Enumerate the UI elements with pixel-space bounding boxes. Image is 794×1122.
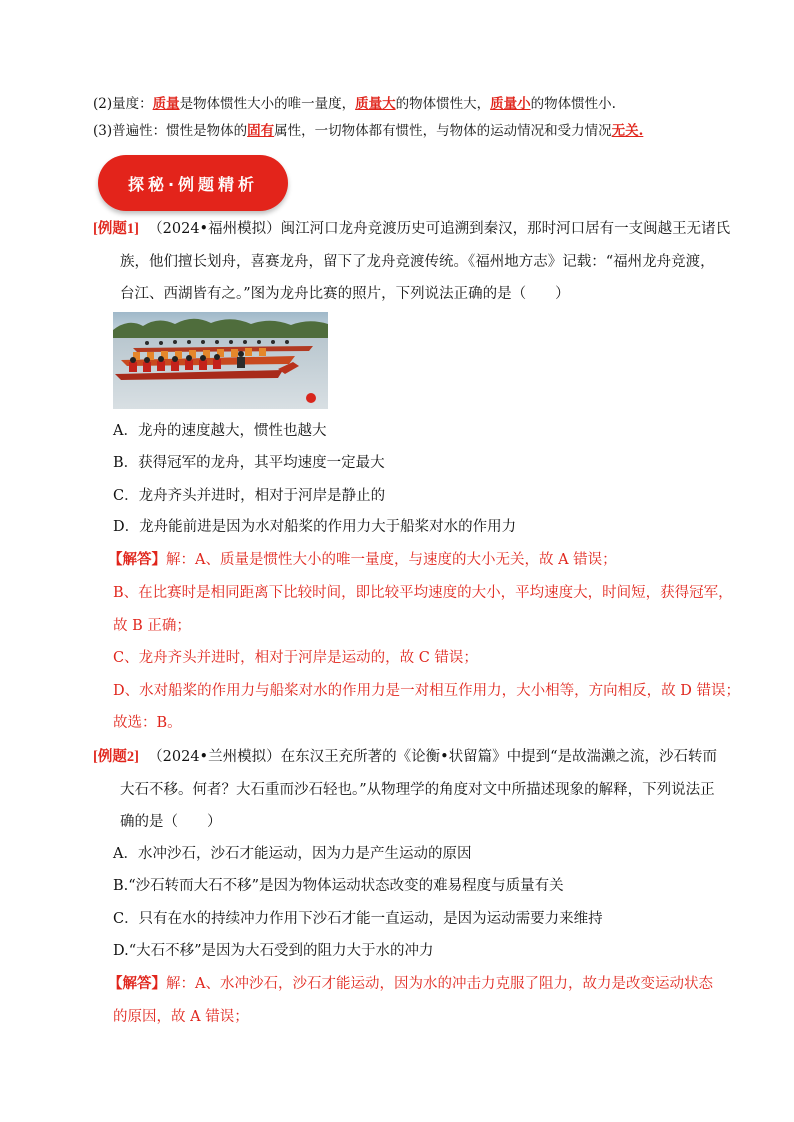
point-3-text-1: 属性，一切物体都有惯性，与物体的运动情况和受力情况 bbox=[274, 123, 612, 139]
example-1-option-b: B．获得冠军的龙舟，其平均速度一定最大 bbox=[113, 455, 385, 471]
example-2-first-line bbox=[93, 747, 717, 767]
point-2-prefix: (2)量度： bbox=[93, 96, 153, 112]
point-2-text-1: 是物体惯性大小的唯一量度， bbox=[179, 96, 356, 112]
example-1-answer-tag: 【解答】 bbox=[108, 551, 166, 568]
example-1-answer-line: C、龙舟齐头并进时，相对于河岸是运动的，故 C 错误； bbox=[113, 650, 478, 666]
point-3-universality bbox=[93, 121, 643, 141]
key-term-mass: 质量 bbox=[152, 96, 180, 112]
example-1-option-a: A．龙舟的速度越大，惯性也越大 bbox=[113, 423, 327, 439]
point-2-text-2: 的物体惯性大， bbox=[395, 96, 491, 112]
example-1-answer-line: 故 B 正确； bbox=[113, 618, 191, 634]
example-1-question-line: 台江、西湖皆有之。”图为龙舟比赛的照片，下列说法正确的是（ ） bbox=[120, 286, 570, 302]
example-1-answer-line: 故选：B。 bbox=[113, 715, 182, 731]
example-2-question-line: 大石不移。何者？大石重而沙石轻也。”从物理学的角度对文中所描述现象的解释，下列说法正 bbox=[120, 782, 715, 798]
example-2-question-line: （2024•兰州模拟）在东汉王充所著的《论衡•状留篇》中提到“是故湍濑之流，沙石转而 bbox=[148, 749, 718, 765]
example-2-question-line: 确的是（ ） bbox=[120, 814, 222, 830]
example-1-first-line bbox=[93, 219, 730, 239]
example-1-question-line: 族，他们擅长划舟，喜赛龙舟，留下了龙舟竞渡传统。《福州地方志》记载：“福州龙舟竞渡， bbox=[120, 254, 715, 270]
example-2-option-a: A．水冲沙石，沙石才能运动，因为力是产生运动的原因 bbox=[113, 846, 472, 862]
key-term-intrinsic: 固有 bbox=[247, 123, 275, 139]
example-2-answer-tag: 【解答】 bbox=[108, 975, 166, 992]
example-1-answer-line: D、水对船桨的作用力与船桨对水的作用力是一对相互作用力，大小相等，方向相反，故 D 错误； bbox=[113, 683, 740, 699]
example-1-tag: [例题1] bbox=[93, 221, 139, 237]
point-2-text-3: 的物体惯性小. bbox=[530, 96, 616, 112]
example-1-option-d: D．龙舟能前进是因为水对船桨的作用力大于船桨对水的作用力 bbox=[113, 519, 517, 535]
example-2-answer-text: 解：A、水冲沙石，沙石才能运动，因为水的冲击力克服了阻力，故力是改变运动状态 bbox=[166, 976, 713, 992]
key-term-small-mass: 质量小 bbox=[490, 96, 531, 112]
example-1-answer-first-line bbox=[108, 550, 617, 570]
example-1-option-c: C．龙舟齐头并进时，相对于河岸是静止的 bbox=[113, 488, 386, 504]
example-1-answer-line: B、在比赛时是相同距离下比较时间，即比较平均速度的大小，平均速度大，时间短，获得冠军， bbox=[113, 585, 733, 601]
example-2-option-b: B.“沙石转而大石不移”是因为物体运动状态改变的难易程度与质量有关 bbox=[113, 878, 564, 894]
section-banner: 探秘·例题精析 bbox=[98, 155, 288, 211]
point-3-prefix: (3)普遍性：惯性是物体的 bbox=[93, 123, 248, 139]
example-1-question-line: （2024•福州模拟）闽江河口龙舟竞渡历史可追溯到秦汉，那时河口居有一支闽越王无诸氏 bbox=[148, 221, 731, 237]
example-2-answer-first-line bbox=[108, 974, 713, 994]
dragon-boat-race-photo bbox=[113, 312, 328, 409]
example-2-answer-line: 的原因，故 A 错误； bbox=[113, 1009, 249, 1025]
example-2-option-d: D.“大石不移”是因为大石受到的阻力大于水的冲力 bbox=[113, 943, 434, 959]
key-term-unrelated: 无关. bbox=[611, 123, 644, 139]
example-1-answer-text: 解：A、质量是惯性大小的唯一量度，与速度的大小无关，故 A 错误； bbox=[166, 552, 617, 568]
example-2-option-c: C．只有在水的持续冲力作用下沙石才能一直运动，是因为运动需要力来维持 bbox=[113, 911, 603, 927]
key-term-large-mass: 质量大 bbox=[355, 96, 396, 112]
point-2-measure bbox=[93, 94, 616, 114]
example-2-tag: [例题2] bbox=[93, 749, 139, 765]
